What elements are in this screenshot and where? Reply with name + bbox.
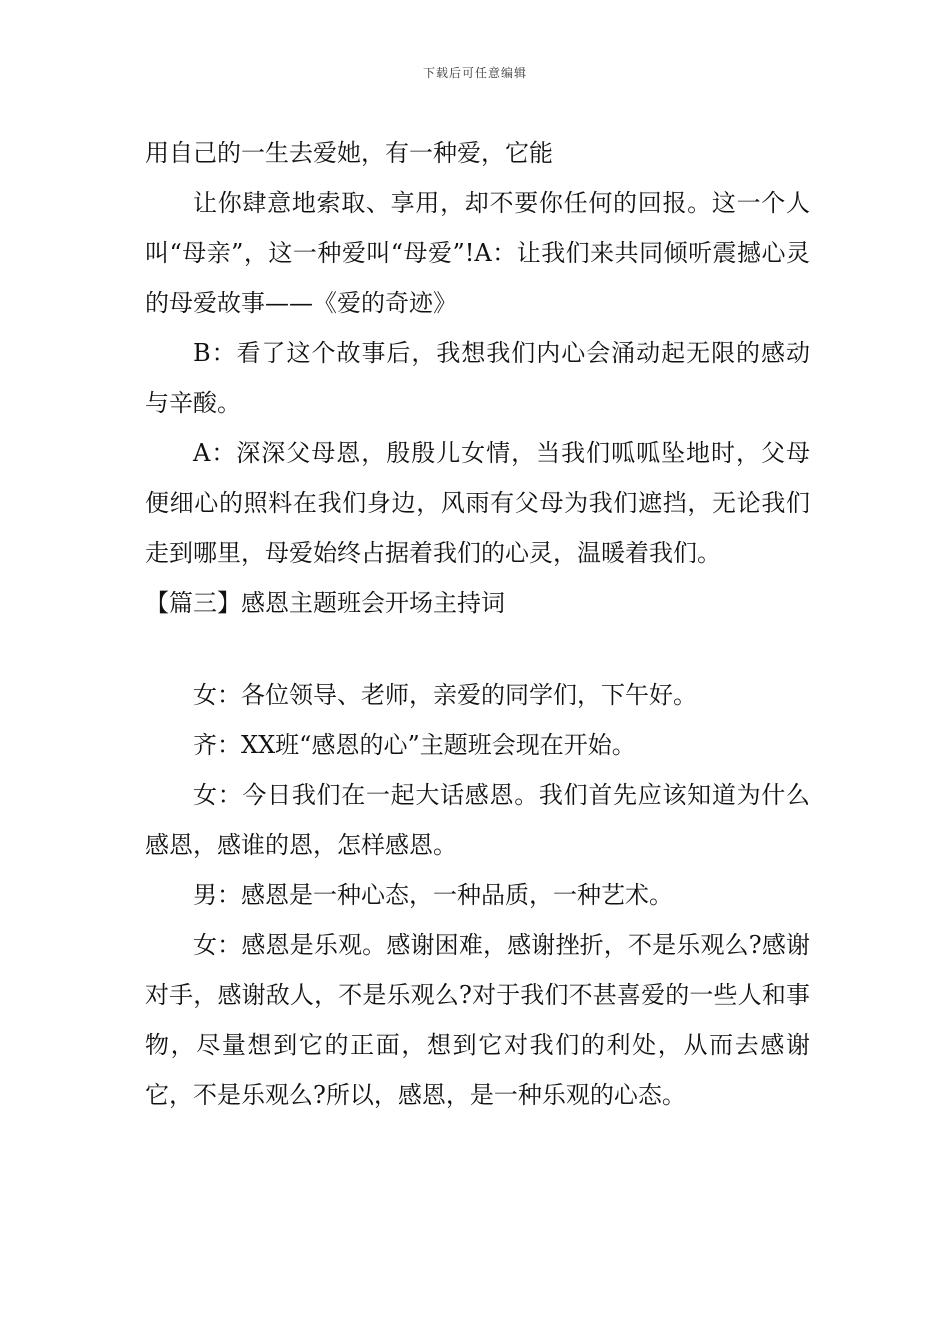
dialogue-line: 女：各位领导、老师，亲爱的同学们，下午好。: [193, 681, 697, 709]
paragraph: 让你肆意地索取、享用，却不要你任何的回报。这一个人叫“母亲”，这一种爱叫“母爱”!A：让我们来共同倾听震撼心灵的母爱故事——《爱的奇迹》: [145, 189, 810, 317]
dialogue-line: 女：今日我们在一起大话感恩。我们首先应该知道为什么感恩，感谁的恩，怎样感恩。: [145, 781, 810, 859]
dialogue-line: 男：感恩是一种心态，一种品质，一种艺术。: [193, 881, 673, 909]
paragraph: A：深深父母恩，殷殷儿女情，当我们呱呱坠地时，父母便细心的照料在我们身边，风雨有父母为我们遮挡，无论我们走到哪里，母爱始终占据着我们的心灵，温暖着我们。: [145, 439, 810, 567]
document-body: [145, 128, 810, 1120]
dialogue-line: 齐：XX班“感恩的心”主题班会现在开始。: [193, 731, 636, 759]
section-gap: [145, 628, 810, 670]
section-heading: 【篇三】感恩主题班会开场主持词: [145, 589, 505, 617]
dialogue-line: 女：感恩是乐观。感谢困难，感谢挫折，不是乐观么?感谢对手，感谢敌人，不是乐观么?对于我们不甚喜爱的一些人和事物，尽量想到它的正面，想到它对我们的利处，从而去感谢它，不是乐观么?所以，感恩，是一种乐观的心态。: [145, 931, 810, 1109]
paragraph: B：看了这个故事后，我想我们内心会涌动起无限的感动与辛酸。: [145, 339, 810, 417]
paragraph: 用自己的一生去爱她，有一种爱，它能: [145, 139, 553, 167]
page-header-note: 下载后可任意编辑: [422, 66, 527, 80]
